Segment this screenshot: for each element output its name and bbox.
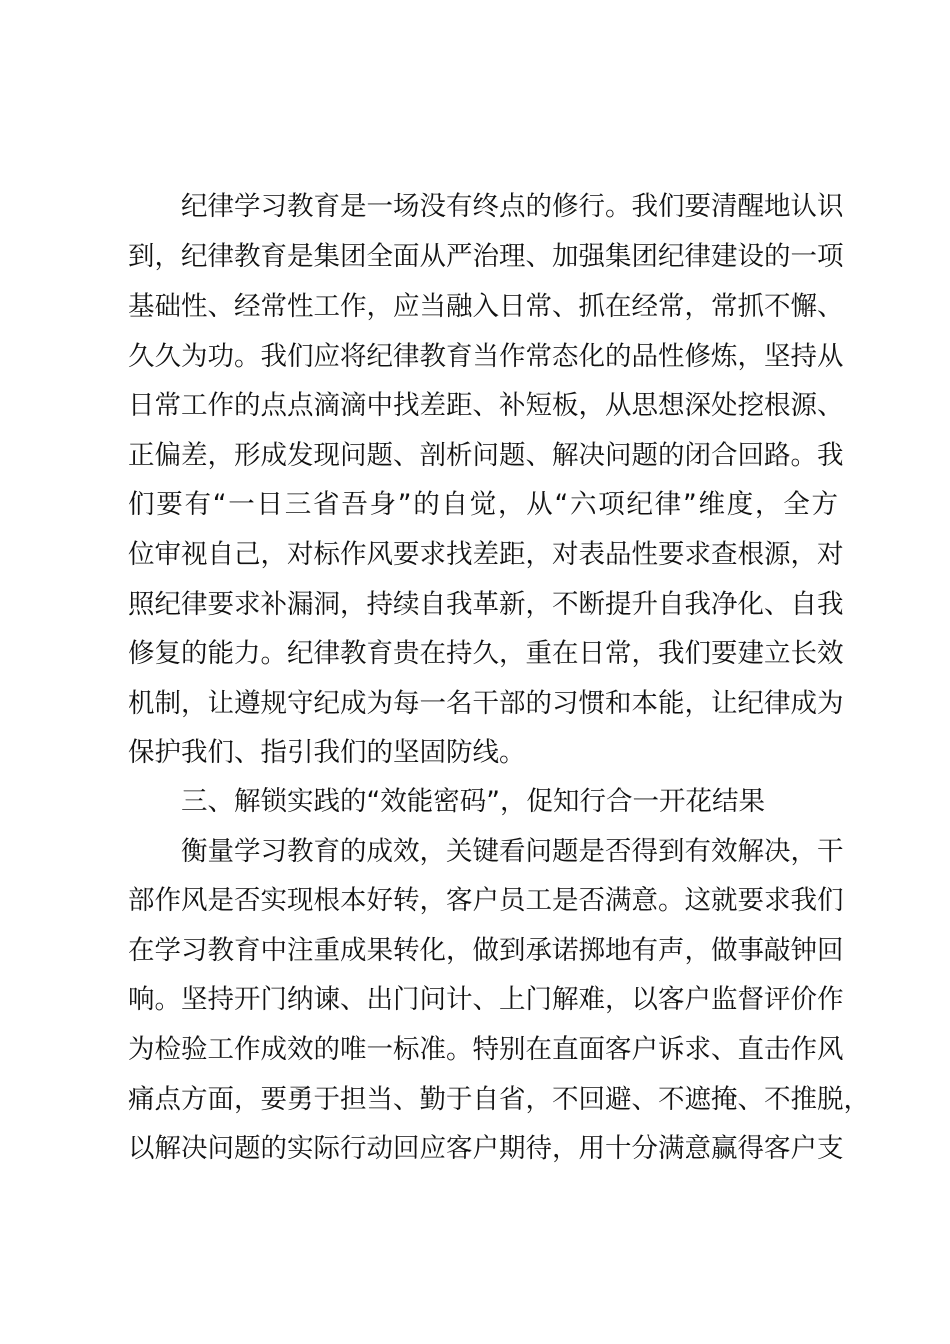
paragraph-1-line-9: 照纪律要求补漏洞，持续自我革新，不断提升自我净化、自我 [128, 589, 844, 620]
paragraph-2-line-7: 以解决问题的实际行动回应客户期待，用十分满意赢得客户支 [128, 1133, 844, 1164]
paragraph-2-line-4: 响。坚持开门纳谏、出门问计、上门解难，以客户监督评价作 [128, 984, 844, 1015]
paragraph-1-line-2: 到，纪律教育是集团全面从严治理、加强集团纪律建设的一项 [128, 241, 844, 272]
paragraph-1-line-4: 久久为功。我们应将纪律教育当作常态化的品性修炼，坚持从 [128, 341, 844, 372]
paragraph-1-line-3: 基础性、经常性工作，应当融入日常、抓在经常，常抓不懈、 [128, 291, 844, 322]
paragraph-2-line-5: 为检验工作成效的唯一标准。特别在直面客户诉求、直击作风 [128, 1034, 844, 1065]
paragraph-1-line-1: 纪律学习教育是一场没有终点的修行。我们要清醒地认识 [181, 191, 844, 222]
paragraph-2-line-6: 痛点方面，要勇于担当、勤于自省，不回避、不遮掩、不推脱， [128, 1084, 870, 1115]
paragraph-1-line-11: 机制，让遵规守纪成为每一名干部的习惯和本能，让纪律成为 [128, 688, 844, 719]
paragraph-2-line-3: 在学习教育中注重成果转化，做到承诺掷地有声，做事敲钟回 [128, 935, 844, 966]
paragraph-1-line-6: 正偏差，形成发现问题、剖析问题、解决问题的闭合回路。我 [128, 440, 844, 471]
paragraph-1-line-5: 日常工作的点点滴滴中找差距、补短板，从思想深处挖根源、 [128, 390, 844, 421]
paragraph-2-line-2: 部作风是否实现根本好转，客户员工是否满意。这就要求我们 [128, 885, 844, 916]
paragraph-1-line-7: 们要有“一日三省吾身”的自觉，从“六项纪律”维度，全方 [128, 489, 838, 520]
paragraph-1-line-10: 修复的能力。纪律教育贵在持久，重在日常，我们要建立长效 [128, 638, 844, 669]
section-heading: 三、解锁实践的“效能密码”，促知行合一开花结果 [181, 786, 765, 817]
paragraph-1-line-8: 位审视自己，对标作风要求找差距，对表品性要求查根源，对 [128, 539, 844, 570]
paragraph-1-line-12: 保护我们、指引我们的坚固防线。 [128, 737, 526, 768]
paragraph-2-line-1: 衡量学习教育的成效，关键看问题是否得到有效解决，干 [181, 836, 844, 867]
